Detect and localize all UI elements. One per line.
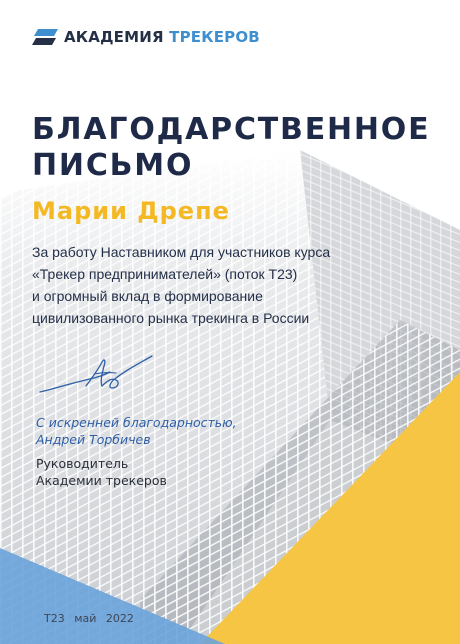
handwritten-signature bbox=[36, 352, 156, 402]
title-line-2: ПИСЬМО bbox=[32, 148, 194, 183]
closing-regards bbox=[36, 414, 237, 448]
academy-logo bbox=[32, 28, 260, 46]
body-line-2: «Трекер предпринимателей» (поток Т23) bbox=[32, 266, 298, 282]
footer-stream: Т23 bbox=[44, 612, 65, 625]
document-title bbox=[32, 112, 430, 184]
signer-name: Андрей Торбичев bbox=[36, 432, 151, 447]
footer-date bbox=[44, 612, 140, 625]
recipient-name: Марии Дрепе bbox=[32, 197, 230, 225]
logo-word-trackers: ТРЕКЕРОВ bbox=[169, 28, 260, 46]
body-line-4: цивилизованного рынка трекинга в России bbox=[32, 310, 310, 326]
logo-word-academy: АКАДЕМИЯ bbox=[64, 28, 164, 46]
logo-stripes-icon bbox=[32, 28, 58, 46]
body-line-1: За работу Наставником для участников курса bbox=[32, 244, 331, 260]
regards-line: С искренней благодарностью, bbox=[36, 415, 237, 430]
body-line-3: и огромный вклад в формирование bbox=[32, 288, 263, 304]
signer-position bbox=[36, 455, 167, 489]
title-line-1: БЛАГОДАРСТВЕННОЕ bbox=[32, 112, 431, 147]
logo-text bbox=[64, 28, 260, 46]
position-line-1: Руководитель bbox=[36, 456, 129, 471]
footer-year: 2022 bbox=[105, 612, 134, 625]
position-line-2: Академии трекеров bbox=[36, 473, 167, 488]
letter-body bbox=[32, 241, 432, 329]
footer-month: май bbox=[74, 612, 97, 625]
